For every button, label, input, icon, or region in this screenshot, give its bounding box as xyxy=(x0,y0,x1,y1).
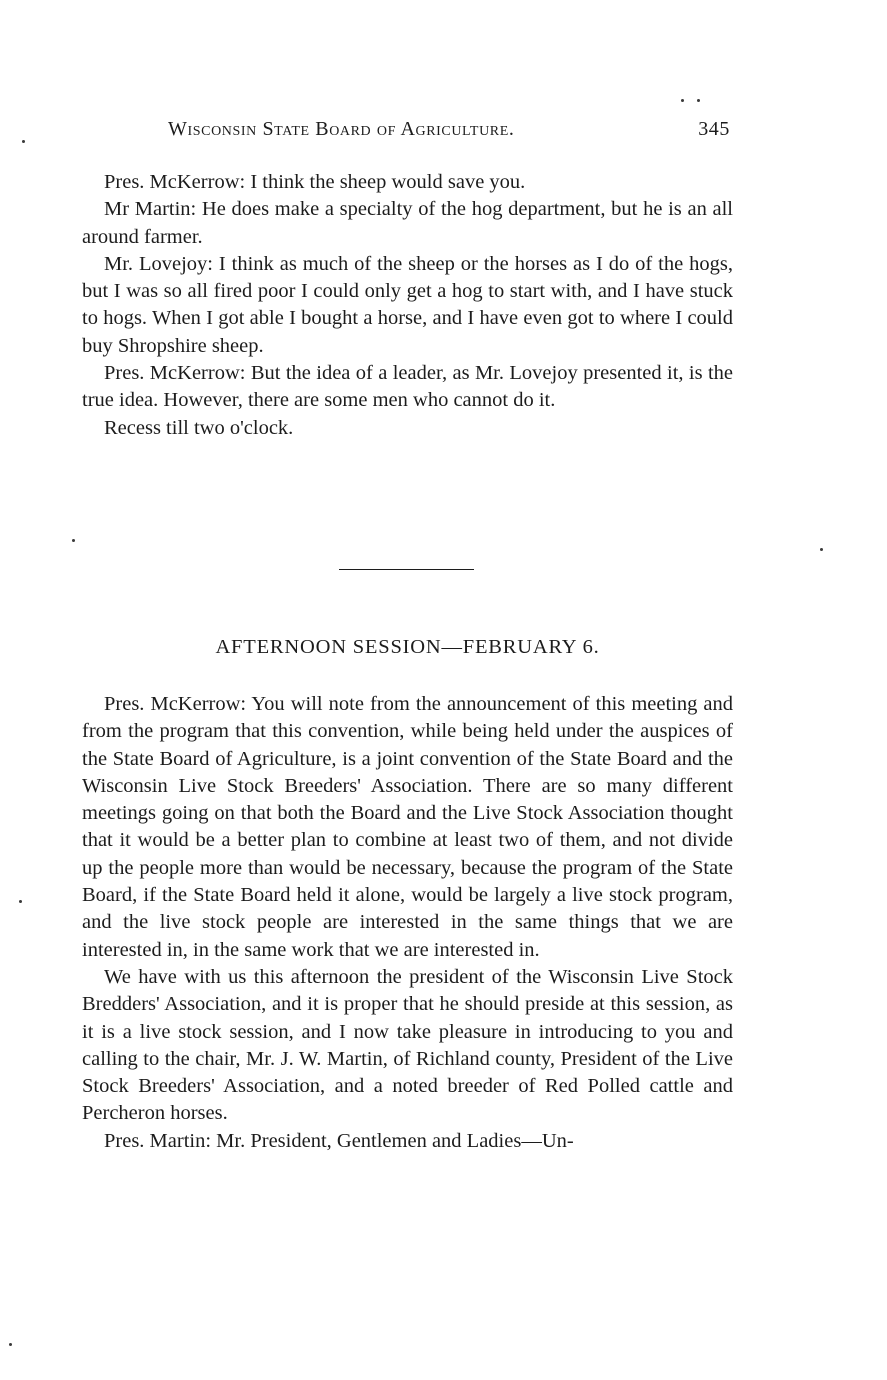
paragraph: Mr Martin: He does make a specialty of the hog department, but he is an all around farmer. xyxy=(82,198,733,248)
paragraph: Pres. McKerrow: But the idea of a leader, as Mr. Lovejoy presented it, is the true idea. However, there are some men who cannot do it. xyxy=(82,362,733,412)
opening-discussion xyxy=(82,169,733,442)
paragraph: Pres. Martin: Mr. President, Gentlemen and Ladies—Un- xyxy=(104,1129,574,1152)
paragraph: We have with us this afternoon the president of the Wisconsin Live Stock Bredders' Association, and it is proper that he should preside at this session, as it is a live stock session, and I now take pleasure in introducing to you and calling to the chair, Mr. J. W. Martin, of Richland county, President of the Live Stock Breeders' Association, and a noted breeder of Red Polled cattle and Percheron horses. xyxy=(82,965,733,1125)
paper-speck xyxy=(697,99,700,102)
paragraph: Pres. McKerrow: You will note from the announcement of this meeting and from the program that this convention, while being held under the auspices of the State Board of Agriculture, is a joint convention of the State Board and the Wisconsin Live Stock Breeders' Association. There are so many different meetings going on that both the Board and the Live Stock Association thought that it would be a better plan to combine at least two of them, and not divide up the people more than would be necessary, because the program of the State Board, if the State Board held it alone, would be largely a live stock program, and the live stock people are interested in the same things that we are interested in, in the same work that we are interested in. xyxy=(82,693,733,961)
paper-speck xyxy=(22,140,25,143)
afternoon-session-text xyxy=(82,691,733,1155)
paper-speck xyxy=(19,900,22,903)
session-heading: AFTERNOON SESSION—FEBRUARY 6. xyxy=(215,636,600,658)
paragraph: Pres. McKerrow: I think the sheep would save you. xyxy=(104,171,526,193)
page-number: 345 xyxy=(698,118,730,140)
paragraph: Mr. Lovejoy: I think as much of the sheep or the horses as I do of the hogs, but I was so all fired poor I could only get a hog to start with, and I have stuck to hogs. When I got able I bought a horse, and I have even got to where I could buy Shropshire sheep. xyxy=(82,252,733,357)
running-head xyxy=(168,118,730,148)
paper-speck xyxy=(681,99,684,102)
section-divider xyxy=(339,569,474,570)
paragraph: Recess till two o'clock. xyxy=(104,416,294,439)
running-head-title: Wisconsin State Board of Agriculture. xyxy=(168,118,515,140)
paper-speck xyxy=(72,539,75,542)
paper-speck xyxy=(9,1343,12,1346)
paper-speck xyxy=(820,548,823,551)
